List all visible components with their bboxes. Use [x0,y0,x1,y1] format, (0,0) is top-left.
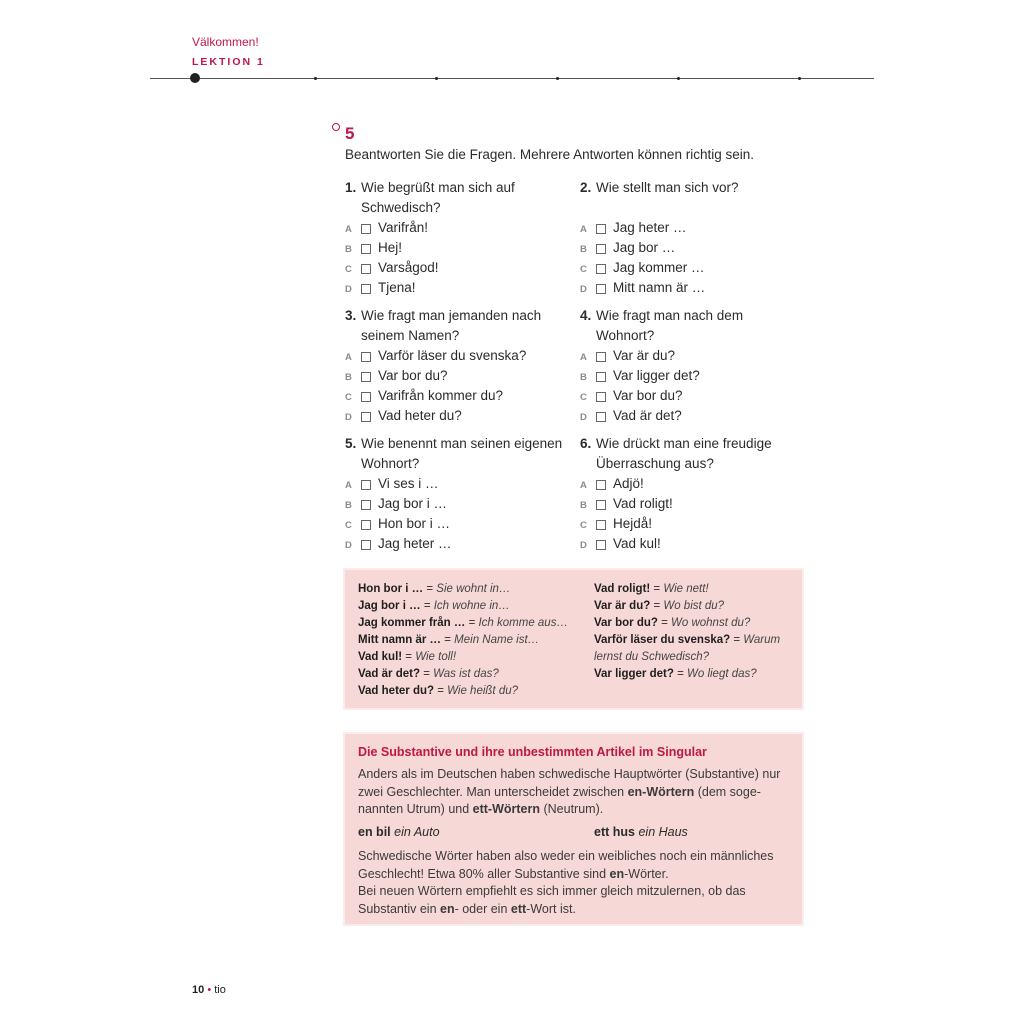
vocab-german: Mein Name ist… [454,634,540,646]
question-text: Wie fragt man jemanden nach seinem Namen? [361,308,542,343]
keyword: ett [510,901,527,916]
option-letter: A [345,224,352,235]
option-text: Vad kul! [613,536,661,551]
answer-option[interactable] [580,534,800,554]
answer-option[interactable] [345,278,565,298]
option-text: Var bor du? [378,368,448,383]
checkbox[interactable] [596,392,606,402]
keyword: en [609,866,625,881]
option-letter: B [345,244,352,255]
option-text: Varför läser du svenska? [378,348,527,363]
vocab-swedish: Vad kul! [358,651,403,663]
question-2 [580,178,800,298]
answer-option[interactable] [580,494,800,514]
option-text: Mitt namn är … [613,280,706,295]
option-text: Var bor du? [613,388,683,403]
question-4 [580,306,800,426]
option-letter: D [345,284,352,295]
vocab-swedish: Jag kommer från … [358,617,466,629]
vocab-swedish: Var bor du? [594,617,658,629]
vocab-entry: Var ligger det? = Wo liegt das? [594,668,757,680]
timeline-dot [314,77,317,80]
option-text: Var ligger det? [613,368,700,383]
example-german: ein Auto [394,825,440,839]
question-text: Wie begrüßt man sich auf Schwedisch? [361,180,515,215]
checkbox[interactable] [361,264,371,274]
timeline-dot [677,77,680,80]
keyword: en [440,901,455,916]
answer-option[interactable] [580,238,800,258]
option-letter: B [580,244,587,255]
grammar-title: Die Substantive und ihre unbestimmten Artikel im Singular [358,745,707,759]
text: Bei neuen Wörtern empfiehlt es sich immer gleich mitzulernen, ob das Substantiv ein [358,884,746,916]
option-letter: B [345,500,352,511]
option-letter: D [580,412,587,423]
checkbox[interactable] [361,520,371,530]
vocab-swedish: Jag bor i … [358,600,421,612]
option-letter: B [580,500,587,511]
keyword: ett-Wörtern [472,802,541,816]
option-text: Jag heter … [613,220,687,235]
vocab-entry: Vad roligt! = Wie nett! [594,583,709,595]
timeline-dot [556,77,559,80]
example-german: ein Haus [638,825,688,839]
answer-option[interactable] [345,494,565,514]
checkbox[interactable] [361,244,371,254]
option-text: Tjena! [378,280,416,295]
checkbox[interactable] [596,264,606,274]
option-letter: B [580,372,587,383]
grammar-example [594,824,688,842]
option-text: Jag heter … [378,536,452,551]
question-number: 3. [345,308,357,323]
answer-option[interactable] [345,386,565,406]
exercise-instruction: Beantworten Sie die Fragen. Mehrere Antworten können richtig sein. [345,147,754,162]
option-text: Varifrån! [378,220,429,235]
answer-option[interactable] [580,514,800,534]
text: - oder ein [454,901,511,916]
vocab-german: Wie nett! [663,583,709,595]
lesson-title: LEKTION 1 [192,56,265,68]
option-text: Adjö! [613,476,644,491]
option-text: Hej! [378,240,403,255]
question-number: 5. [345,436,357,451]
lesson-subtitle: Välkommen! [192,35,259,49]
answer-option[interactable] [580,218,800,238]
grammar-paragraph [358,848,790,918]
question-number: 4. [580,308,592,323]
checkbox[interactable] [361,500,371,510]
question-6 [580,434,800,554]
checkbox[interactable] [596,284,606,294]
question-number: 6. [580,436,592,451]
answer-option[interactable] [345,238,565,258]
text: -Wort ist. [526,901,576,916]
vocab-entry: Vad är det? = Was ist das? [358,668,499,680]
option-letter: A [580,480,587,491]
answer-option[interactable] [580,258,800,278]
checkbox[interactable] [596,480,606,490]
question-1 [345,178,565,298]
option-letter: C [345,264,352,275]
vocab-swedish: Var är du? [594,600,651,612]
answer-option[interactable] [345,514,565,534]
question-number: 1. [345,180,357,195]
answer-option[interactable] [345,218,565,238]
text: Anders als im Deutschen haben schwedische Hauptwörter (Substantive) nur zwei Geschlechter. Man unterscheidet zwischen [358,767,781,799]
option-letter: D [580,284,587,295]
question-text: Wie stellt man sich vor? [596,180,739,195]
text: Schwedische Wörter haben also weder ein weibliches noch ein männliches Geschlecht! Etwa 80% aller Substantive sind [358,849,774,881]
audio-marker-icon [332,123,340,131]
example-swedish: en bil [358,825,391,839]
example-swedish: ett hus [594,825,635,839]
text: -Wörter. [624,866,669,881]
checkbox[interactable] [361,412,371,422]
grammar-paragraph [358,766,790,819]
page-footer [192,984,226,996]
checkbox[interactable] [361,392,371,402]
option-letter: B [345,372,352,383]
option-letter: A [345,480,352,491]
vocab-german: Sie wohnt in… [436,583,511,595]
vocab-german: Wo liegt das? [687,668,757,680]
question-number: 2. [580,180,592,195]
text: (Neutrum). [540,802,604,816]
checkbox[interactable] [596,352,606,362]
vocab-entry: Var bor du? = Wo wohnst du? [594,617,751,629]
answer-option[interactable] [580,386,800,406]
checkbox[interactable] [596,224,606,234]
option-text: Vad heter du? [378,408,462,423]
text: (dem sogenannten Utrum) und [358,784,761,816]
option-text: Hon bor i … [378,516,451,531]
vocab-swedish: Mitt namn är … [358,634,442,646]
vocab-entry: Varför läser du svenska? = Warum lernst du Schwedisch? [594,634,781,663]
vocab-entry: Hon bor i … = Sie wohnt in… [358,583,511,595]
answer-option[interactable] [345,366,565,386]
vocabulary-column-right [594,581,794,683]
vocab-german: Wo wohnst du? [671,617,751,629]
answer-option[interactable] [580,406,800,426]
grammar-example [358,824,440,842]
checkbox[interactable] [361,352,371,362]
checkbox[interactable] [596,244,606,254]
vocab-entry: Var är du? = Wo bist du? [594,600,725,612]
answer-option[interactable] [345,258,565,278]
timeline-dot [435,77,438,80]
option-text: Jag kommer … [613,260,705,275]
vocab-swedish: Var ligger det? [594,668,674,680]
option-letter: C [580,264,587,275]
option-text: Vad är det? [613,408,682,423]
vocab-german: Was ist das? [433,668,499,680]
timeline-dot [798,77,801,80]
checkbox[interactable] [596,372,606,382]
checkbox[interactable] [361,372,371,382]
answer-option[interactable] [580,278,800,298]
keyword: en-Wörtern [627,784,695,799]
answer-option[interactable] [345,474,565,494]
answer-option[interactable] [345,534,565,554]
option-text: Jag bor … [613,240,676,255]
answer-option[interactable] [345,346,565,366]
question-5 [345,434,565,554]
checkbox[interactable] [596,540,606,550]
vocab-swedish: Vad roligt! [594,583,651,595]
option-text: Jag bor i … [378,496,448,511]
option-letter: D [580,540,587,551]
checkbox[interactable] [361,224,371,234]
vocab-entry: Jag kommer från … = Ich komme aus… [358,617,568,629]
option-text: Varifrån kommer du? [378,388,504,403]
vocab-entry: Jag bor i … = Ich wohne in… [358,600,510,612]
option-letter: C [580,392,587,403]
vocab-german: Warum lernst du Schwedisch? [594,634,781,663]
grammar-box [343,732,804,926]
question-text: Wie fragt man nach dem Wohnort? [596,308,744,343]
checkbox[interactable] [361,540,371,550]
option-letter: C [345,520,352,531]
option-letter: A [345,352,352,363]
page-number: 10 [192,984,205,996]
vocab-swedish: Varför läser du svenska? [594,634,731,646]
lesson-timeline [150,78,874,79]
page-number-word: tio [214,984,226,996]
checkbox[interactable] [361,480,371,490]
answer-option[interactable] [580,346,800,366]
bullet-separator: • [207,984,212,996]
question-3 [345,306,565,426]
vocab-entry: Vad kul! = Wie toll! [358,651,457,663]
option-text: Vi ses i … [378,476,439,491]
option-letter: C [345,392,352,403]
vocab-swedish: Hon bor i … [358,583,424,595]
option-text: Varsågod! [378,260,439,275]
vocab-swedish: Vad heter du? [358,685,435,697]
vocab-german: Ich wohne in… [433,600,510,612]
timeline-current-dot [190,73,200,83]
vocabulary-column-left [358,581,583,700]
vocab-german: Ich komme aus… [478,617,568,629]
vocab-german: Wo bist du? [663,600,725,612]
option-text: Hejdå! [613,516,653,531]
option-letter: D [345,412,352,423]
vocab-entry: Vad heter du? = Wie heißt du? [358,685,519,697]
vocab-german: Wie toll! [415,651,457,663]
option-text: Vad roligt! [613,496,673,511]
vocabulary-box [343,568,804,710]
checkbox[interactable] [596,500,606,510]
checkbox[interactable] [361,284,371,294]
exercise-number: 5 [345,124,355,143]
question-text: Wie benennt man seinen eigenen Wohnort? [361,436,563,471]
option-letter: A [580,224,587,235]
vocab-german: Wie heißt du? [447,685,519,697]
option-letter: A [580,352,587,363]
answer-option[interactable] [580,366,800,386]
option-letter: D [345,540,352,551]
vocab-swedish: Vad är det? [358,668,420,680]
question-text: Wie drückt man eine freudige Überraschung aus? [596,436,772,471]
checkbox[interactable] [596,520,606,530]
option-text: Var är du? [613,348,676,363]
option-letter: C [580,520,587,531]
answer-option[interactable] [580,474,800,494]
vocab-entry: Mitt namn är … = Mein Name ist… [358,634,540,646]
answer-option[interactable] [345,406,565,426]
checkbox[interactable] [596,412,606,422]
